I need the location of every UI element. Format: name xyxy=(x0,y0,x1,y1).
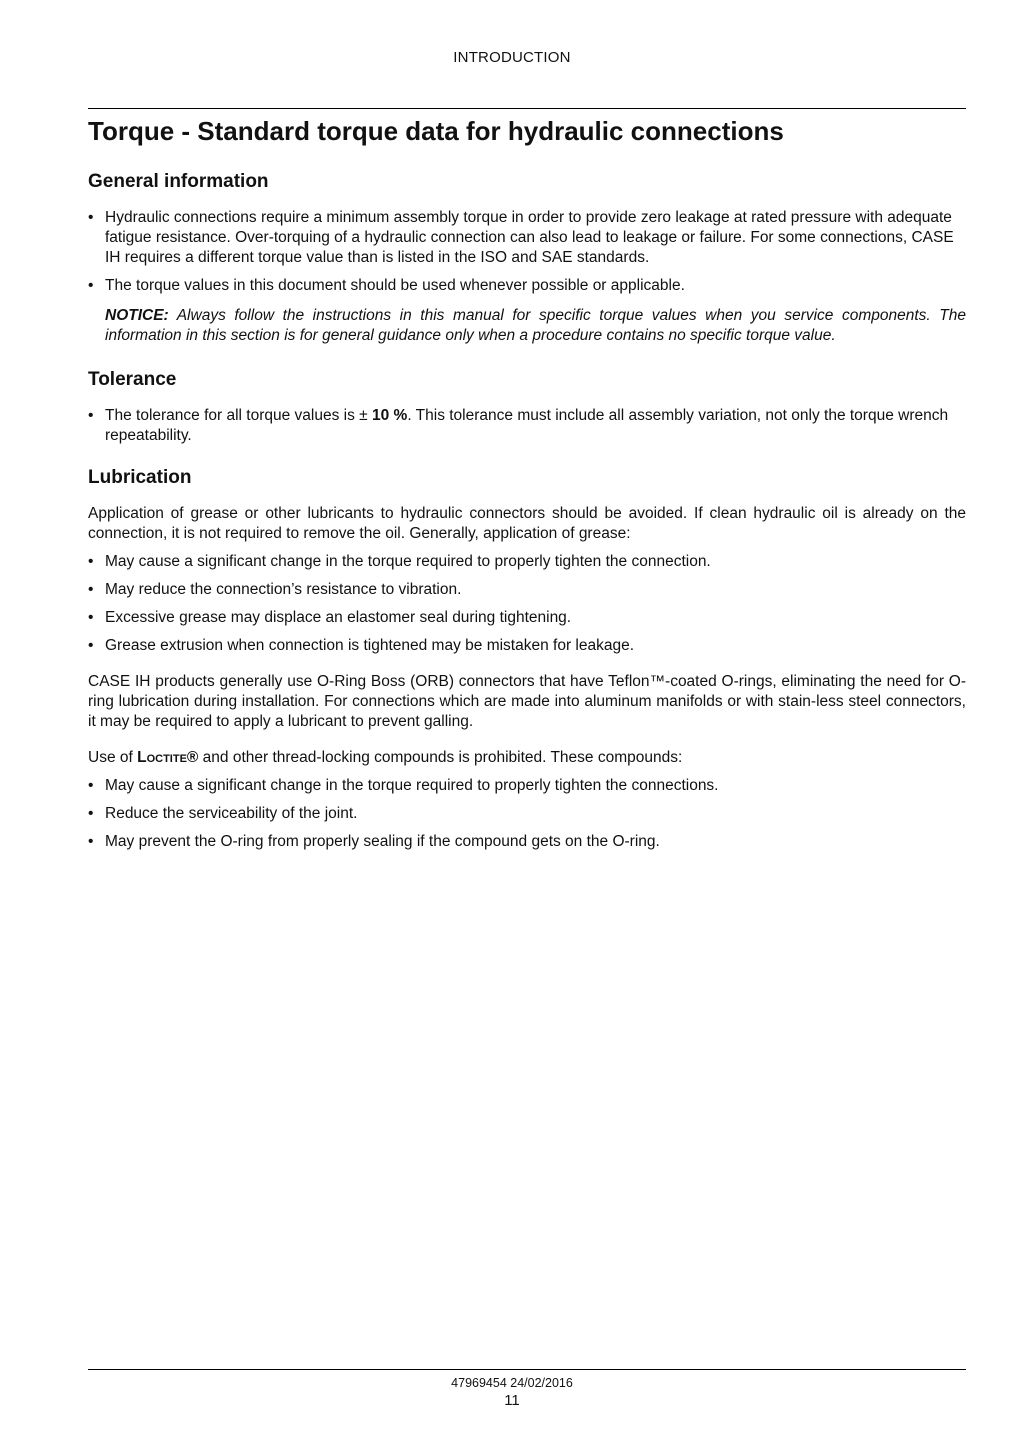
list-item xyxy=(88,406,966,446)
list-item xyxy=(88,832,966,852)
document-code: 47969454 24/02/2016 xyxy=(451,1376,573,1390)
page-number: 11 xyxy=(504,1392,520,1409)
bullet-icon: • xyxy=(88,209,94,226)
header-rule xyxy=(88,108,966,109)
list-item xyxy=(88,552,966,572)
list-item-text: The torque values in this document should be used whenever possible or applicable. xyxy=(105,277,685,294)
loctite-brand: Loctite® xyxy=(137,749,199,766)
bullet-icon: • xyxy=(88,833,94,850)
loctite-suffix: and other thread-locking compounds is prohibited. These compounds: xyxy=(198,749,683,766)
tolerance-text-before: The tolerance for all torque values is ± xyxy=(105,407,372,424)
list-item-text: May cause a significant change in the torque required to properly tighten the connections. xyxy=(105,777,719,794)
list-item-text: May reduce the connection’s resistance to vibration. xyxy=(105,581,462,598)
section-heading-general-information: General information xyxy=(88,171,269,192)
list-item xyxy=(88,636,966,656)
list-item-text: Excessive grease may displace an elastomer seal during tightening. xyxy=(105,609,572,626)
bullet-icon: • xyxy=(88,777,94,794)
loctite-paragraph xyxy=(88,748,966,768)
list-item xyxy=(88,276,966,296)
bullet-icon: • xyxy=(88,277,94,294)
list-item xyxy=(88,580,966,600)
footer-rule xyxy=(88,1369,966,1370)
general-information-list xyxy=(88,208,966,296)
list-item xyxy=(88,776,966,796)
list-item-text: Hydraulic connections require a minimum assembly torque in order to provide zero leakage at rated pressure with adequate fatigue resistance. Over-torquing of a hydraulic connection can also lead to leakage or failure. For some connections, CASE IH requires a different torque value than is listed in the ISO and SAE standards. xyxy=(105,209,954,266)
page-title: Torque - Standard torque data for hydraulic connections xyxy=(88,116,784,146)
bullet-icon: • xyxy=(88,553,94,570)
list-item xyxy=(88,608,966,628)
section-heading-tolerance: Tolerance xyxy=(88,369,177,390)
notice-text: Always follow the instructions in this manual for specific torque values when you service components. The information in this section is for general guidance only when a procedure contains no specific torque value. xyxy=(105,307,967,344)
notice-label: NOTICE: xyxy=(105,307,169,324)
list-item-text: May cause a significant change in the torque required to properly tighten the connection. xyxy=(105,553,711,570)
loctite-prefix: Use of xyxy=(88,749,138,766)
bullet-icon: • xyxy=(88,609,94,626)
page-content xyxy=(88,114,966,852)
list-item-text: Grease extrusion when connection is tightened may be mistaken for leakage. xyxy=(105,637,635,654)
list-item-text: Reduce the serviceability of the joint. xyxy=(105,805,358,822)
bullet-icon: • xyxy=(88,581,94,598)
notice-box xyxy=(88,306,966,346)
list-item xyxy=(88,208,966,268)
grease-effects-list xyxy=(88,552,966,656)
list-item-text: May prevent the O-ring from properly sealing if the compound gets on the O-ring. xyxy=(105,833,660,850)
section-heading-lubrication: Lubrication xyxy=(88,467,192,488)
bullet-icon: • xyxy=(88,805,94,822)
bullet-icon: • xyxy=(88,637,94,654)
orb-connectors-paragraph: CASE IH products generally use O-Ring Boss (ORB) connectors that have Teflon™-coated O-rings, eliminating the need for O-ring lubrication during installation. For connections which are made into aluminum manifolds or with stain-less steel connectors, it may be required to apply a lubricant to prevent galling. xyxy=(88,673,966,730)
running-header: INTRODUCTION xyxy=(453,49,571,66)
lubrication-intro: Application of grease or other lubricants to hydraulic connectors should be avoided. If clean hydraulic oil is already on the connection, it is not required to remove the oil. Generally, application of grease: xyxy=(88,505,966,542)
loctite-effects-list xyxy=(88,776,966,852)
list-item xyxy=(88,804,966,824)
tolerance-text-after: . This tolerance must include all assembly variation, not only the torque wrench repeatability. xyxy=(105,407,949,444)
tolerance-list xyxy=(88,406,966,446)
tolerance-value: 10 % xyxy=(371,407,408,424)
bullet-icon: • xyxy=(88,407,94,424)
